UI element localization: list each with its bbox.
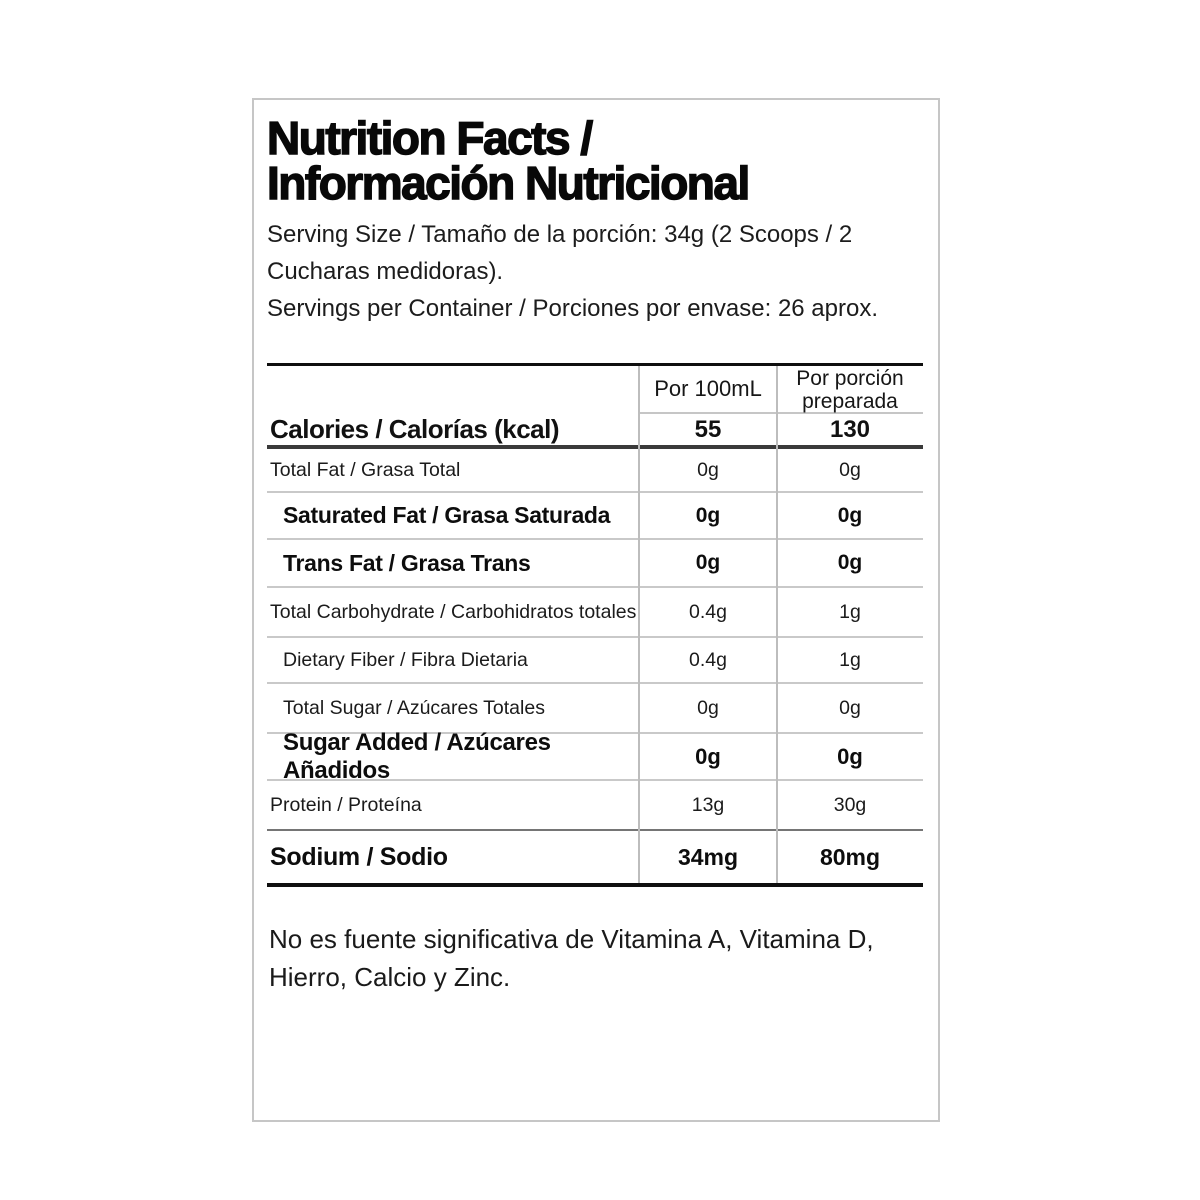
- value-per-100ml: 0g: [695, 503, 721, 527]
- row-total-fat: [267, 449, 923, 493]
- value-per-portion: 0g: [837, 551, 863, 574]
- row-dietary-fiber: [267, 638, 923, 684]
- nutrient-label: Total Carbohydrate / Carbohidratos totales: [270, 600, 637, 623]
- nutrient-label: Sugar Added / Azúcares Añadidos: [283, 728, 551, 784]
- nutrition-label-card: [252, 98, 940, 1122]
- value-per-100ml: 0g: [695, 743, 721, 769]
- header-empty-cell: [267, 366, 639, 414]
- value-per-portion: 130: [829, 415, 871, 443]
- row-total-carbohydrate: [267, 588, 923, 638]
- value-per-100ml: 0g: [697, 458, 719, 481]
- value-per-portion: 30g: [833, 793, 867, 816]
- row-total-sugar: [267, 684, 923, 734]
- value-per-100ml: 0g: [695, 551, 721, 574]
- row-protein: [267, 781, 923, 831]
- header-per-portion: Por porción preparada: [777, 366, 923, 414]
- value-per-portion: 0g: [839, 458, 861, 481]
- value-per-portion: 0g: [839, 696, 861, 719]
- no-significant-source-note: No es fuente significativa de Vitamina A, Vitamina D, Hierro, Calcio y Zinc.: [269, 924, 874, 992]
- nutrient-label: Saturated Fat / Grasa Saturada: [283, 502, 611, 528]
- value-per-100ml: 0.4g: [689, 600, 727, 623]
- nutrient-label: Dietary Fiber / Fibra Dietaria: [283, 648, 528, 671]
- servings-per-container-text: Servings per Container / Porciones por envase: 26 aprox.: [267, 295, 879, 322]
- value-per-100ml: 0g: [697, 696, 719, 719]
- value-per-portion: 1g: [839, 648, 861, 671]
- value-per-100ml: 0.4g: [689, 648, 727, 671]
- row-calories: [267, 414, 923, 449]
- column-divider-2: [776, 366, 778, 883]
- value-per-100ml: 13g: [691, 793, 725, 816]
- value-per-portion: 80mg: [819, 843, 881, 870]
- value-per-100ml: 55: [694, 415, 722, 443]
- value-per-portion: 1g: [839, 600, 861, 623]
- row-saturated-fat: [267, 493, 923, 540]
- nutrient-label: Total Sugar / Azúcares Totales: [283, 696, 545, 719]
- value-per-portion: 0g: [837, 503, 863, 527]
- nutrient-label: Trans Fat / Grasa Trans: [283, 549, 531, 576]
- value-per-portion: 0g: [837, 743, 863, 769]
- row-trans-fat: [267, 540, 923, 588]
- table-header-row: [267, 366, 923, 414]
- column-divider-1: [638, 366, 640, 883]
- nutrient-label: Sodium / Sodio: [270, 842, 448, 871]
- nutrition-table: [267, 363, 923, 887]
- label-title-line1: Nutrition Facts /: [267, 112, 592, 164]
- nutrient-label: Total Fat / Grasa Total: [270, 458, 461, 481]
- label-title-line2: Información Nutricional: [267, 157, 749, 209]
- nutrient-label: Protein / Proteína: [270, 793, 422, 816]
- header-per-100ml: Por 100mL: [639, 366, 777, 414]
- row-sugar-added: [267, 728, 923, 784]
- row-sodium: [267, 831, 923, 883]
- nutrient-label: Calories / Calorías (kcal): [270, 414, 560, 444]
- serving-info: [267, 216, 925, 327]
- serving-size-text: Serving Size / Tamaño de la porción: 34g (2 Scoops / 2 Cucharas medidoras).: [267, 221, 853, 285]
- label-title: [267, 112, 927, 209]
- value-per-100ml: 34mg: [677, 843, 739, 870]
